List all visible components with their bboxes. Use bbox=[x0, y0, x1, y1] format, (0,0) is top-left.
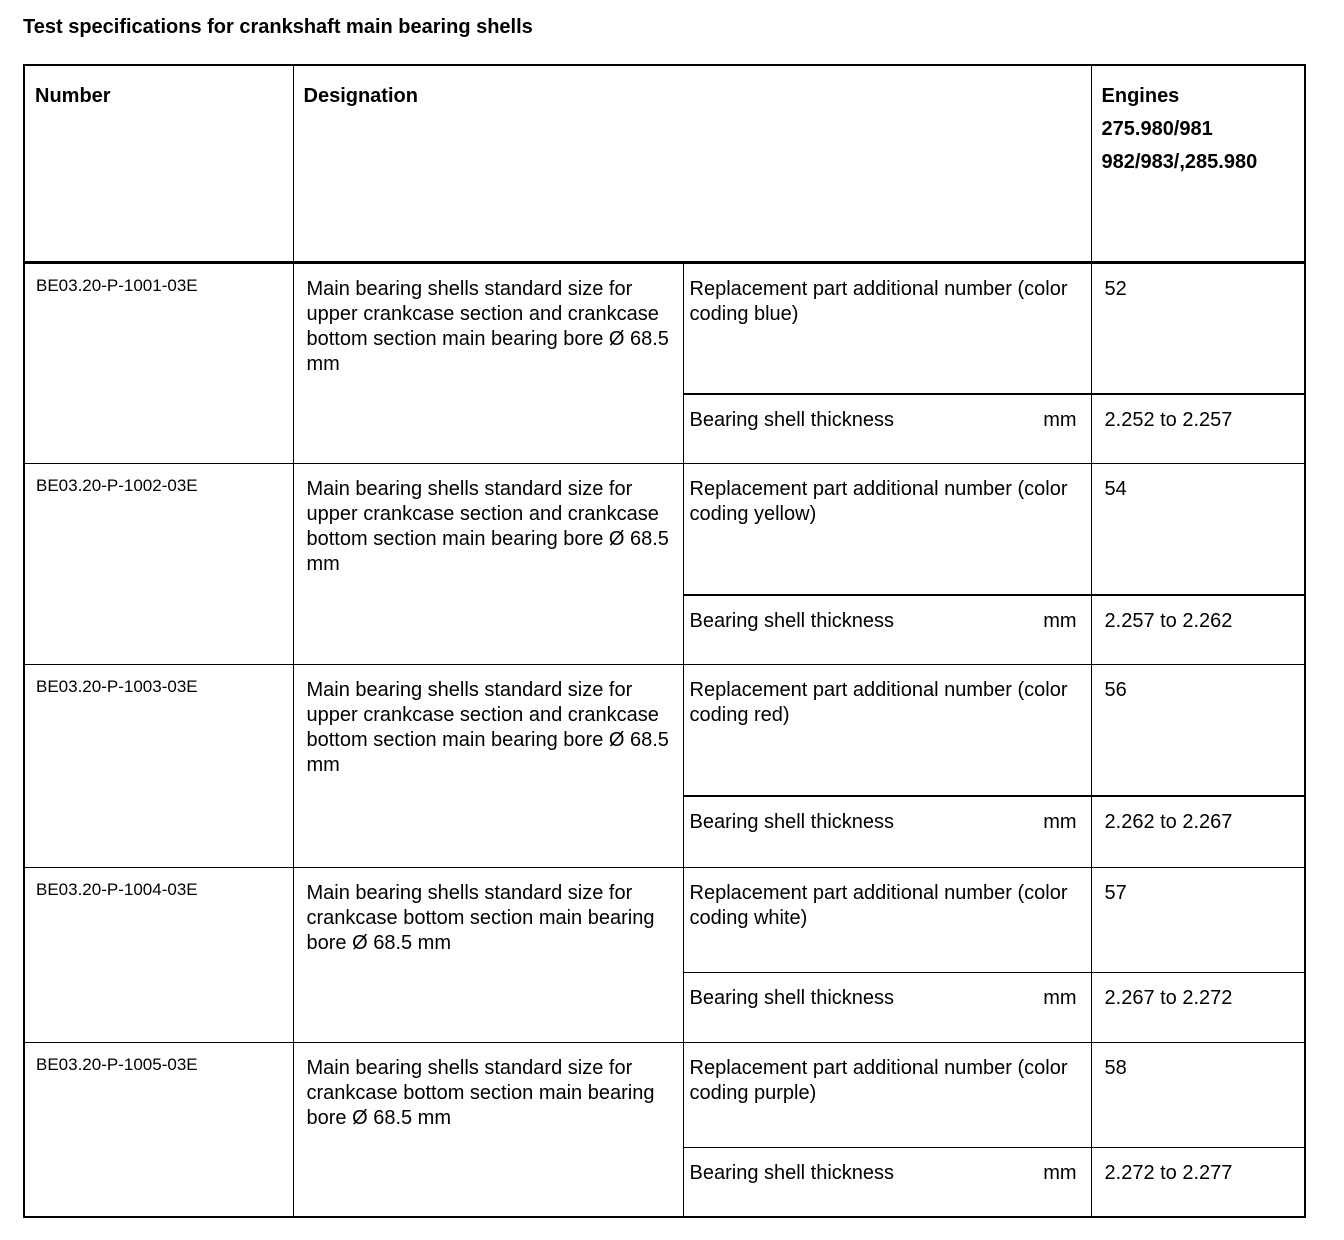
param-replacement: Replacement part additional number (color coding blue) bbox=[683, 262, 1091, 394]
value-thickness: 2.262 to 2.267 bbox=[1091, 796, 1305, 867]
table-row bbox=[24, 664, 1305, 796]
param-replacement: Replacement part additional number (color coding white) bbox=[683, 867, 1091, 972]
table-row bbox=[24, 867, 1305, 972]
designation: Main bearing shells standard size for upper crankcase section and crankcase bottom section main bearing bore Ø 68.5 mm bbox=[293, 262, 683, 463]
param-thickness bbox=[683, 595, 1091, 664]
table-row bbox=[24, 1042, 1305, 1147]
document-title: Test specifications for crankshaft main bearing shells bbox=[23, 16, 533, 38]
value-thickness: 2.252 to 2.257 bbox=[1091, 394, 1305, 463]
unit-label: mm bbox=[1043, 986, 1077, 1009]
unit-label: mm bbox=[1043, 409, 1077, 431]
value-replacement: 54 bbox=[1091, 463, 1305, 595]
param-thickness-label: Bearing shell thickness bbox=[689, 409, 895, 431]
spec-table bbox=[23, 64, 1306, 1218]
unit-label: mm bbox=[1043, 610, 1077, 632]
part-number: BE03.20-P-1005-03E bbox=[24, 1042, 293, 1217]
part-number: BE03.20-P-1002-03E bbox=[24, 463, 293, 664]
header-row bbox=[24, 65, 1305, 262]
designation: Main bearing shells standard size for crankcase bottom section main bearing bore Ø 68.5 mm bbox=[293, 867, 683, 1042]
param-replacement: Replacement part additional number (color coding red) bbox=[683, 664, 1091, 796]
param-thickness bbox=[683, 394, 1091, 463]
param-replacement: Replacement part additional number (color coding yellow) bbox=[683, 463, 1091, 595]
param-thickness-label: Bearing shell thickness bbox=[689, 986, 895, 1009]
part-number: BE03.20-P-1004-03E bbox=[24, 867, 293, 1042]
param-thickness-label: Bearing shell thickness bbox=[689, 811, 895, 833]
param-thickness bbox=[683, 796, 1091, 867]
designation: Main bearing shells standard size for upper crankcase section and crankcase bottom section main bearing bore Ø 68.5 mm bbox=[293, 664, 683, 867]
param-thickness-label: Bearing shell thickness bbox=[689, 1161, 895, 1184]
engines-line-2: 275.980/981 bbox=[1101, 118, 1213, 140]
header-number: Number bbox=[24, 65, 293, 262]
unit-label: mm bbox=[1043, 1161, 1077, 1184]
param-replacement: Replacement part additional number (color coding purple) bbox=[683, 1042, 1091, 1147]
designation: Main bearing shells standard size for crankcase bottom section main bearing bore Ø 68.5 mm bbox=[293, 1042, 683, 1217]
part-number: BE03.20-P-1003-03E bbox=[24, 664, 293, 867]
part-number: BE03.20-P-1001-03E bbox=[24, 262, 293, 463]
header-designation: Designation bbox=[293, 65, 1091, 262]
param-thickness bbox=[683, 1147, 1091, 1217]
value-replacement: 52 bbox=[1091, 262, 1305, 394]
table-row bbox=[24, 463, 1305, 595]
param-thickness-label: Bearing shell thickness bbox=[689, 610, 895, 632]
value-replacement: 56 bbox=[1091, 664, 1305, 796]
header-engines bbox=[1091, 65, 1305, 262]
value-thickness: 2.257 to 2.262 bbox=[1091, 595, 1305, 664]
designation: Main bearing shells standard size for upper crankcase section and crankcase bottom section main bearing bore Ø 68.5 mm bbox=[293, 463, 683, 664]
value-thickness: 2.267 to 2.272 bbox=[1091, 972, 1305, 1042]
engines-line-3: 982/983/,285.980 bbox=[1101, 151, 1258, 173]
param-thickness bbox=[683, 972, 1091, 1042]
unit-label: mm bbox=[1043, 811, 1077, 833]
value-replacement: 58 bbox=[1091, 1042, 1305, 1147]
value-thickness: 2.272 to 2.277 bbox=[1091, 1147, 1305, 1217]
engines-line-1: Engines bbox=[1101, 85, 1180, 107]
table-row bbox=[24, 262, 1305, 394]
value-replacement: 57 bbox=[1091, 867, 1305, 972]
